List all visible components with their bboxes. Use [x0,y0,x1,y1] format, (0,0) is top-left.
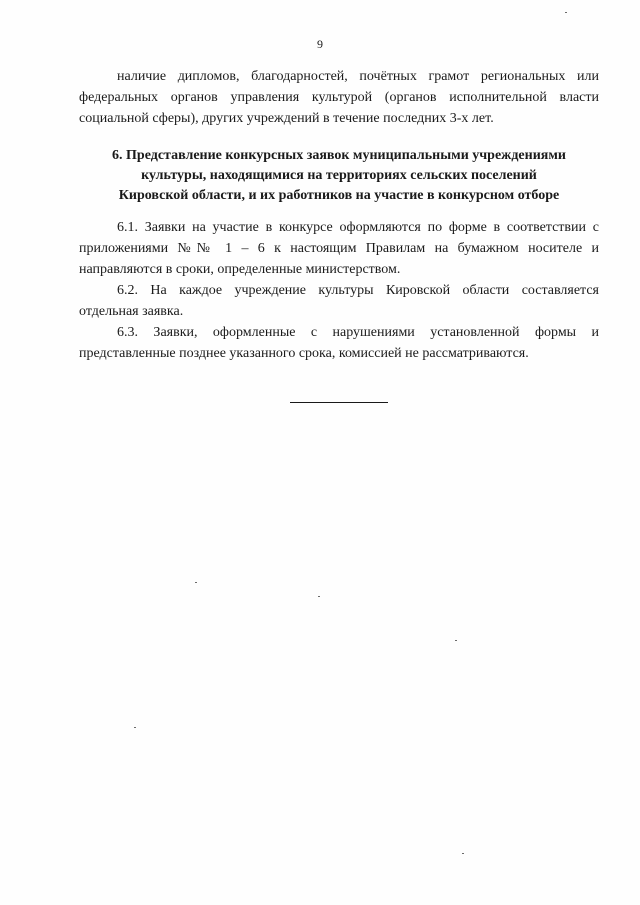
scan-speck [455,640,457,641]
intro-paragraph-block [79,66,599,129]
page-number: 9 [317,37,323,51]
clause-6-2: 6.2. На каждое учреждение культуры Кировской области составляется отдельная заявка. [79,283,599,319]
scan-speck [462,853,464,854]
scan-speck [195,582,197,583]
scan-speck [134,727,136,728]
section-heading-line-2: культуры, находящимися на территориях сельских поселений [141,168,537,183]
clauses-block [79,217,599,364]
end-separator-line [290,402,388,403]
clause-6-3: 6.3. Заявки, оформленные с нарушениями установленной формы и представленные позднее указанного срока, комиссией не рассматриваются. [79,325,599,361]
section-heading [79,146,599,206]
section-heading-line-1: 6. Представление конкурсных заявок муниципальными учреждениями [112,148,566,163]
scan-speck [318,596,320,597]
scan-speck [565,12,567,13]
clause-6-1: 6.1. Заявки на участие в конкурсе оформляются по форме в соответствии с приложениями №№ 1 – 6 к настоящим Правилам на бумажном носителе и направляются в сроки, определенные министерством. [79,220,599,277]
intro-paragraph: наличие дипломов, благодарностей, почётных грамот региональных или федеральных органов управления культурой (органов исполнительной власти социальной сферы), других учреждений в течение последних 3-х лет. [79,69,599,126]
section-heading-line-3: Кировской области, и их работников на участие в конкурсном отборе [118,188,560,203]
